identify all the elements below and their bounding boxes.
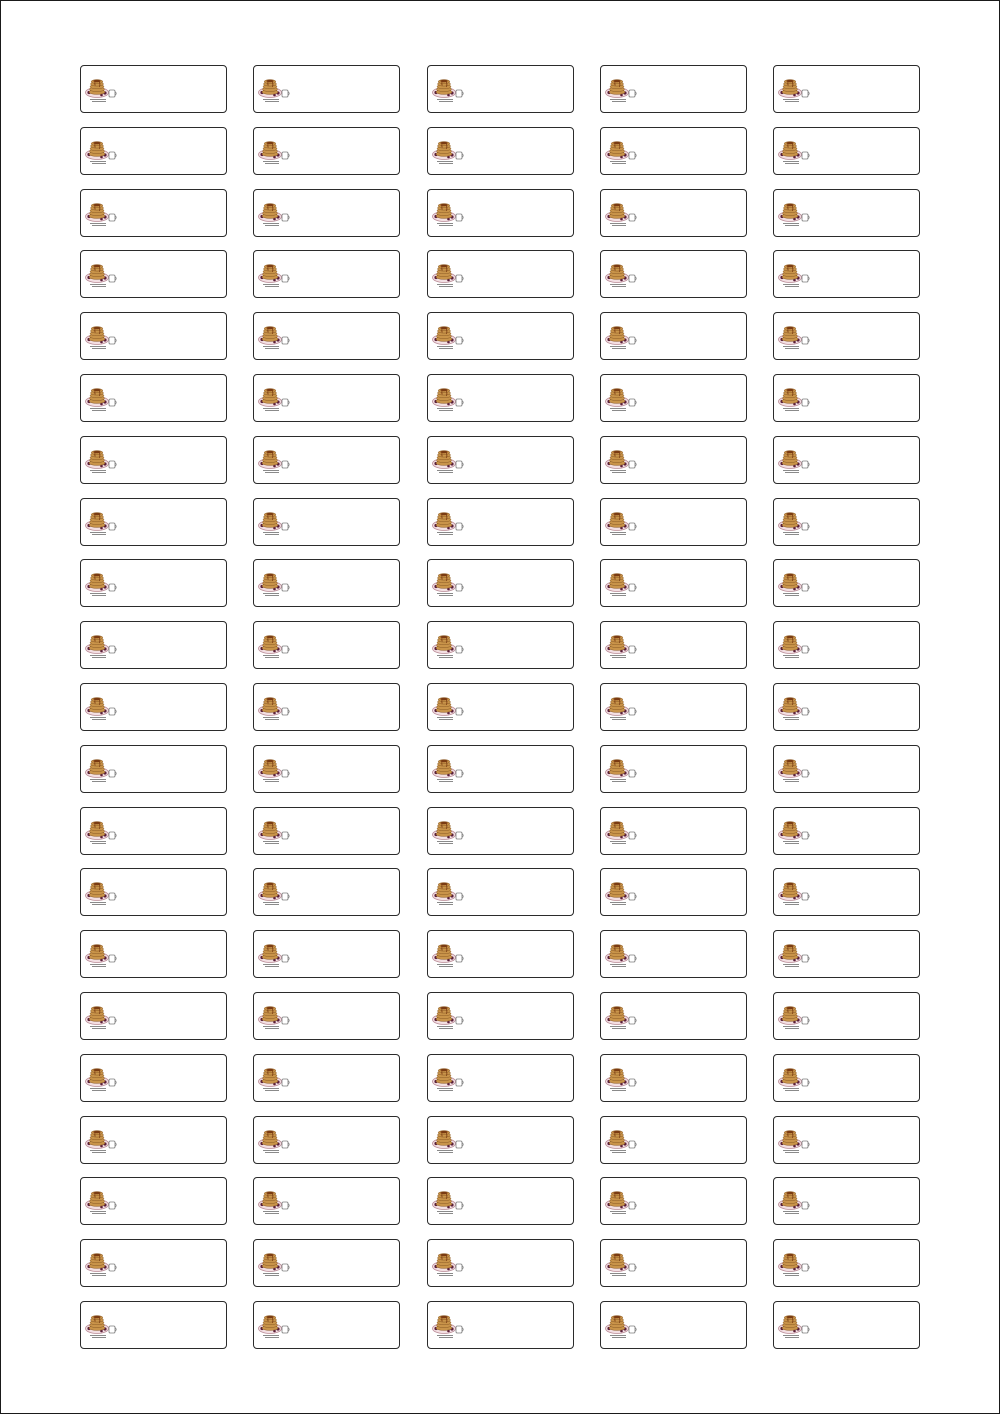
pancake-stack-icon: [604, 942, 638, 968]
label[interactable]: [773, 250, 920, 298]
label[interactable]: [427, 621, 574, 669]
pancake-stack-icon: [431, 201, 465, 227]
label[interactable]: [427, 127, 574, 175]
label[interactable]: [427, 1301, 574, 1349]
label[interactable]: [253, 374, 400, 422]
pancake-stack-icon: [84, 139, 118, 165]
label[interactable]: [773, 312, 920, 360]
pancake-stack-icon: [84, 880, 118, 906]
pancake-stack-icon: [84, 77, 118, 103]
pancake-stack-icon: [431, 324, 465, 350]
label[interactable]: [427, 1054, 574, 1102]
pancake-stack-icon: [431, 77, 465, 103]
pancake-stack-icon: [257, 757, 291, 783]
label[interactable]: [773, 1301, 920, 1349]
label[interactable]: [600, 127, 747, 175]
pancake-stack-icon: [431, 942, 465, 968]
label[interactable]: [253, 312, 400, 360]
label[interactable]: [773, 127, 920, 175]
label[interactable]: [253, 65, 400, 113]
pancake-stack-icon: [431, 695, 465, 721]
label[interactable]: [773, 559, 920, 607]
label[interactable]: [600, 559, 747, 607]
label-grid: [80, 65, 920, 1349]
pancake-stack-icon: [257, 324, 291, 350]
label[interactable]: [600, 189, 747, 237]
pancake-stack-icon: [84, 757, 118, 783]
pancake-stack-icon: [84, 324, 118, 350]
pancake-stack-icon: [84, 942, 118, 968]
label[interactable]: [427, 189, 574, 237]
pancake-stack-icon: [604, 77, 638, 103]
pancake-stack-icon: [604, 819, 638, 845]
pancake-stack-icon: [604, 1128, 638, 1154]
pancake-stack-icon: [604, 1251, 638, 1277]
pancake-stack-icon: [257, 633, 291, 659]
label[interactable]: [427, 374, 574, 422]
pancake-stack-icon: [777, 324, 811, 350]
pancake-stack-icon: [84, 386, 118, 412]
label[interactable]: [427, 1177, 574, 1225]
pancake-stack-icon: [257, 1313, 291, 1339]
pancake-stack-icon: [604, 571, 638, 597]
label[interactable]: [253, 1239, 400, 1287]
label[interactable]: [427, 683, 574, 731]
pancake-stack-icon: [431, 819, 465, 845]
pancake-stack-icon: [257, 819, 291, 845]
pancake-stack-icon: [604, 695, 638, 721]
pancake-stack-icon: [257, 386, 291, 412]
label[interactable]: [427, 312, 574, 360]
pancake-stack-icon: [777, 695, 811, 721]
label[interactable]: [253, 992, 400, 1040]
label[interactable]: [427, 65, 574, 113]
label[interactable]: [600, 1301, 747, 1349]
label[interactable]: [80, 745, 227, 793]
label[interactable]: [427, 436, 574, 484]
pancake-stack-icon: [604, 448, 638, 474]
label[interactable]: [253, 436, 400, 484]
label[interactable]: [80, 1116, 227, 1164]
pancake-stack-icon: [431, 757, 465, 783]
label[interactable]: [600, 312, 747, 360]
pancake-stack-icon: [604, 1313, 638, 1339]
label[interactable]: [600, 868, 747, 916]
pancake-stack-icon: [84, 571, 118, 597]
pancake-stack-icon: [431, 633, 465, 659]
label[interactable]: [253, 621, 400, 669]
pancake-stack-icon: [604, 386, 638, 412]
pancake-stack-icon: [257, 262, 291, 288]
label[interactable]: [80, 621, 227, 669]
label[interactable]: [600, 683, 747, 731]
pancake-stack-icon: [431, 571, 465, 597]
label[interactable]: [80, 992, 227, 1040]
pancake-stack-icon: [84, 1313, 118, 1339]
label[interactable]: [80, 930, 227, 978]
label[interactable]: [427, 745, 574, 793]
pancake-stack-icon: [604, 201, 638, 227]
pancake-stack-icon: [84, 262, 118, 288]
pancake-stack-icon: [604, 510, 638, 536]
label[interactable]: [427, 498, 574, 546]
pancake-stack-icon: [431, 262, 465, 288]
label[interactable]: [773, 683, 920, 731]
pancake-stack-icon: [257, 880, 291, 906]
pancake-stack-icon: [257, 139, 291, 165]
pancake-stack-icon: [604, 1066, 638, 1092]
pancake-stack-icon: [777, 262, 811, 288]
pancake-stack-icon: [777, 1004, 811, 1030]
label[interactable]: [253, 498, 400, 546]
pancake-stack-icon: [431, 1313, 465, 1339]
pancake-stack-icon: [777, 571, 811, 597]
pancake-stack-icon: [604, 1004, 638, 1030]
label[interactable]: [773, 1054, 920, 1102]
pancake-stack-icon: [431, 448, 465, 474]
pancake-stack-icon: [257, 1066, 291, 1092]
label[interactable]: [600, 374, 747, 422]
pancake-stack-icon: [257, 510, 291, 536]
label[interactable]: [600, 807, 747, 855]
pancake-stack-icon: [777, 819, 811, 845]
label[interactable]: [253, 250, 400, 298]
pancake-stack-icon: [777, 1066, 811, 1092]
label[interactable]: [427, 1116, 574, 1164]
pancake-stack-icon: [777, 1313, 811, 1339]
pancake-stack-icon: [431, 1189, 465, 1215]
label[interactable]: [80, 189, 227, 237]
label[interactable]: [773, 189, 920, 237]
label[interactable]: [80, 65, 227, 113]
label[interactable]: [253, 127, 400, 175]
pancake-stack-icon: [257, 571, 291, 597]
pancake-stack-icon: [431, 1066, 465, 1092]
label[interactable]: [773, 992, 920, 1040]
label[interactable]: [80, 683, 227, 731]
label[interactable]: [773, 1239, 920, 1287]
pancake-stack-icon: [84, 1251, 118, 1277]
label[interactable]: [600, 1239, 747, 1287]
pancake-stack-icon: [84, 633, 118, 659]
pancake-stack-icon: [84, 201, 118, 227]
label[interactable]: [427, 559, 574, 607]
pancake-stack-icon: [84, 448, 118, 474]
pancake-stack-icon: [604, 633, 638, 659]
label[interactable]: [773, 1116, 920, 1164]
label[interactable]: [773, 745, 920, 793]
label[interactable]: [773, 868, 920, 916]
pancake-stack-icon: [257, 77, 291, 103]
label[interactable]: [773, 498, 920, 546]
pancake-stack-icon: [431, 510, 465, 536]
label[interactable]: [253, 1177, 400, 1225]
label[interactable]: [773, 807, 920, 855]
label[interactable]: [80, 498, 227, 546]
label[interactable]: [427, 992, 574, 1040]
label[interactable]: [600, 250, 747, 298]
label[interactable]: [80, 1239, 227, 1287]
label[interactable]: [600, 436, 747, 484]
pancake-stack-icon: [777, 386, 811, 412]
label[interactable]: [600, 498, 747, 546]
label[interactable]: [253, 189, 400, 237]
pancake-stack-icon: [257, 942, 291, 968]
pancake-stack-icon: [257, 1189, 291, 1215]
pancake-stack-icon: [84, 1004, 118, 1030]
label[interactable]: [253, 868, 400, 916]
label[interactable]: [253, 807, 400, 855]
label[interactable]: [600, 992, 747, 1040]
label[interactable]: [253, 683, 400, 731]
label[interactable]: [773, 930, 920, 978]
label[interactable]: [80, 559, 227, 607]
label[interactable]: [600, 621, 747, 669]
pancake-stack-icon: [777, 1128, 811, 1154]
pancake-stack-icon: [604, 757, 638, 783]
label[interactable]: [600, 1054, 747, 1102]
pancake-stack-icon: [777, 880, 811, 906]
pancake-stack-icon: [604, 1189, 638, 1215]
label[interactable]: [773, 1177, 920, 1225]
pancake-stack-icon: [604, 139, 638, 165]
pancake-stack-icon: [777, 510, 811, 536]
pancake-stack-icon: [257, 1128, 291, 1154]
pancake-stack-icon: [777, 448, 811, 474]
pancake-stack-icon: [431, 1251, 465, 1277]
label[interactable]: [80, 312, 227, 360]
pancake-stack-icon: [257, 1251, 291, 1277]
pancake-stack-icon: [257, 1004, 291, 1030]
label[interactable]: [80, 436, 227, 484]
label[interactable]: [253, 559, 400, 607]
label[interactable]: [80, 1301, 227, 1349]
label[interactable]: [80, 374, 227, 422]
pancake-stack-icon: [777, 942, 811, 968]
pancake-stack-icon: [431, 1004, 465, 1030]
label[interactable]: [253, 1116, 400, 1164]
label[interactable]: [427, 250, 574, 298]
label[interactable]: [80, 1054, 227, 1102]
pancake-stack-icon: [84, 695, 118, 721]
pancake-stack-icon: [604, 262, 638, 288]
pancake-stack-icon: [84, 1128, 118, 1154]
label[interactable]: [80, 127, 227, 175]
label[interactable]: [80, 807, 227, 855]
label[interactable]: [600, 930, 747, 978]
pancake-stack-icon: [257, 695, 291, 721]
label[interactable]: [253, 1301, 400, 1349]
label[interactable]: [427, 868, 574, 916]
pancake-stack-icon: [84, 819, 118, 845]
label[interactable]: [80, 868, 227, 916]
label[interactable]: [253, 1054, 400, 1102]
pancake-stack-icon: [431, 1128, 465, 1154]
label[interactable]: [773, 436, 920, 484]
label[interactable]: [80, 1177, 227, 1225]
label[interactable]: [773, 621, 920, 669]
pancake-stack-icon: [84, 1066, 118, 1092]
pancake-stack-icon: [84, 510, 118, 536]
pancake-stack-icon: [604, 880, 638, 906]
pancake-stack-icon: [84, 1189, 118, 1215]
label[interactable]: [80, 250, 227, 298]
label[interactable]: [600, 65, 747, 113]
pancake-stack-icon: [777, 633, 811, 659]
label[interactable]: [773, 65, 920, 113]
label[interactable]: [600, 1177, 747, 1225]
label[interactable]: [253, 745, 400, 793]
label[interactable]: [600, 1116, 747, 1164]
pancake-stack-icon: [431, 880, 465, 906]
label[interactable]: [600, 745, 747, 793]
pancake-stack-icon: [604, 324, 638, 350]
pancake-stack-icon: [431, 139, 465, 165]
label[interactable]: [427, 930, 574, 978]
pancake-stack-icon: [777, 201, 811, 227]
label[interactable]: [427, 807, 574, 855]
pancake-stack-icon: [257, 448, 291, 474]
label[interactable]: [253, 930, 400, 978]
pancake-stack-icon: [777, 757, 811, 783]
pancake-stack-icon: [777, 1251, 811, 1277]
pancake-stack-icon: [777, 1189, 811, 1215]
pancake-stack-icon: [777, 139, 811, 165]
label[interactable]: [427, 1239, 574, 1287]
pancake-stack-icon: [777, 77, 811, 103]
pancake-stack-icon: [257, 201, 291, 227]
pancake-stack-icon: [431, 386, 465, 412]
label[interactable]: [773, 374, 920, 422]
